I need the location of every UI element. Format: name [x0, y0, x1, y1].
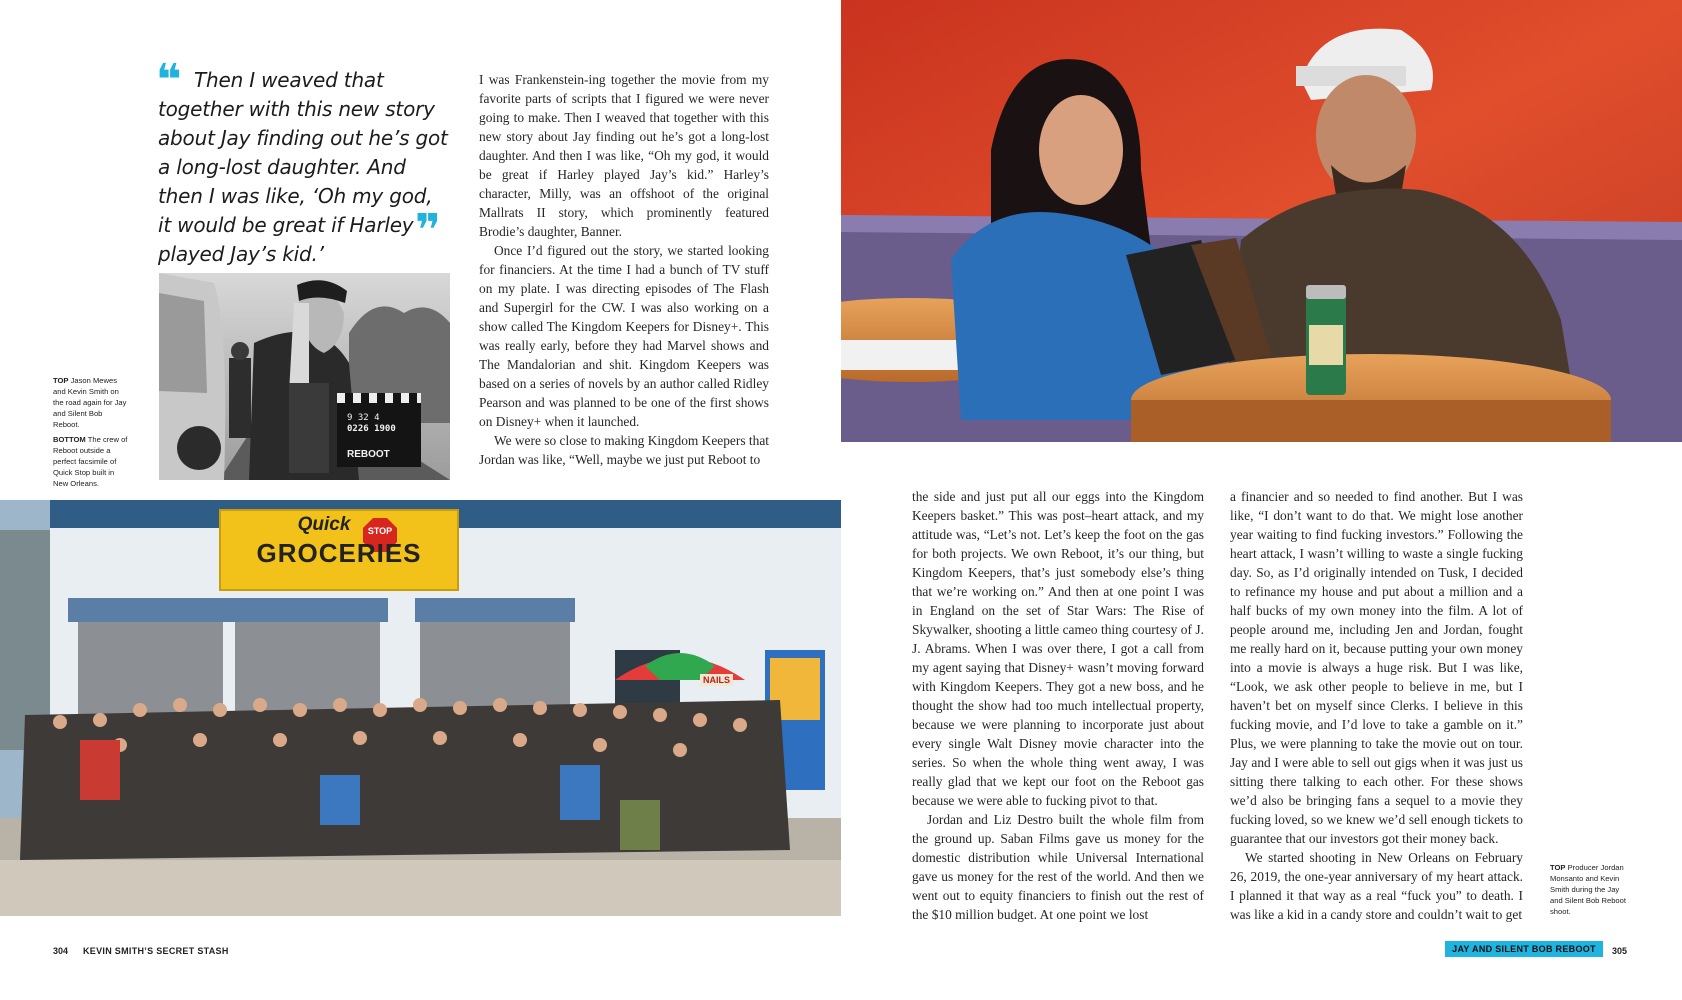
- page-number-left: 304: [53, 946, 69, 956]
- running-title-left: KEVIN SMITH’S SECRET STASH: [83, 946, 229, 956]
- caption-top-label: TOP: [53, 376, 69, 385]
- caption-top-text: Producer Jordan Monsanto and Kevin Smith during the Jay and Silent Bob Reboot shoot.: [1550, 863, 1626, 916]
- paragraph: I was Frankenstein-ing together the movie from my favorite parts of scripts that I figured we were never going to make. Then I weaved that together with this new story about Jay finding out he’s got a long-lost daughter. And then I was like, “Oh my god, it would be great if Harley played Jay’s kid.” Harley’s character, Milly, was an offshoot of the original Mallrats II story, which prominently featured Brodie’s daughter, Banner.: [479, 72, 769, 239]
- sign-nails: NAILS: [700, 674, 733, 686]
- body-column-a: [479, 70, 769, 469]
- body-column-b: [912, 487, 1204, 924]
- clapperboard-line-1: 9 32 4: [347, 413, 380, 423]
- paragraph: Jordan and Liz Destro built the whole film from the ground up. Saban Films gave us money for the domestic distribution while Universal International gave us money for the rest of the world. And then we went out to equity financiers to finish out the rest of the $10 million budget. At one point we lost: [912, 812, 1204, 922]
- paragraph: We were so close to making Kingdom Keepers that Jordan was like, “Well, maybe we just put Reboot to: [479, 433, 769, 467]
- caption-bottom-label: BOTTOM: [53, 435, 86, 444]
- color-photo-illustration: [841, 0, 1682, 442]
- pull-quote: [156, 55, 450, 269]
- caption-bottom-text: The crew of Reboot outside a perfect facsimile of Quick Stop built in New Orleans.: [53, 435, 128, 488]
- caption-right: [1550, 862, 1628, 917]
- photo-jordan-kevin: [841, 0, 1682, 442]
- caption-left: [53, 375, 131, 489]
- page-number-right: 305: [1612, 946, 1628, 956]
- body-column-c: [1230, 487, 1523, 924]
- photo-jay-silent-bob-road: [159, 273, 450, 480]
- clapperboard-title: REBOOT: [347, 449, 390, 460]
- sign-stop: STOP: [367, 526, 393, 536]
- open-quote-mark-icon: ❝: [156, 55, 182, 106]
- photo-crew-quick-stop: [0, 500, 841, 916]
- paragraph: We started shooting in New Orleans on February 26, 2019, the one-year anniversary of my heart attack. I planned it that way as a real “fuck you” to death. I was like a kid in a candy store and couldn’t wait to get: [1230, 850, 1523, 922]
- paragraph: the side and just put all our eggs into the Kingdom Keepers basket.” This was post–heart attack, and my attitude was, “Let’s not. Let’s keep the foot on the gas for both projects. We own Reboot, it’s our thing, but Kingdom Keepers, that’s just somebody else’s thing that we’re working on.” And then at one point I was in England on the set of Star Wars: The Rise of Skywalker, shooting a little cameo thing courtesy of J. J. Abrams. When I was over there, I got a call from my agent saying that Disney+ wasn’t moving forward with Kingdom Keepers. They got a new boss, and he thought the show had too much intellectual property, because we were planning to incorporate just about every single Walt Disney movie character into the series. So when the whole thing went away, I was really glad that we kept our foot on the Reboot gas because we were able to fucking pivot to that.: [912, 489, 1204, 808]
- sign-groceries: GROCERIES: [256, 538, 422, 568]
- caption-top-text: Jason Mewes and Kevin Smith on the road again for Jay and Silent Bob Reboot.: [53, 376, 127, 429]
- caption-top-label: TOP: [1550, 863, 1566, 872]
- paragraph: Once I’d figured out the story, we started looking for financiers. At the time I had a bunch of TV stuff on my plate. I was directing episodes of The Flash and Supergirl for the CW. I was also working on a show called The Kingdom Keepers for Disney+. This was really early, before they had Marvel shows and The Mandalorian and shit. Kingdom Keepers was based on a series of novels by an author called Ridley Pearson and was planned to be one of the first shows on Disney+ when it launched.: [479, 243, 769, 429]
- pull-quote-text: Then I weaved that together with this new story about Jay finding out he’s got a long-lost daughter. And then I was like, ‘Oh my god, it would be great if Harley played Jay’s kid.’: [158, 68, 448, 266]
- clapperboard-line-2: 0226 1900: [347, 424, 396, 434]
- paragraph: a financier and so needed to find another. But I was like, “I don’t want to do that. We might lose another year waiting to find fucking investors.” Following the heart attack, I wasn’t willing to waste a single fucking day. So, as I’d originally intended on Tusk, I decided to refinance my house and put about a million and a half bucks of my own money into the film. A lot of people around me, including Jen and Jordan, fought me really hard on it, because putting your own money into a movie is always a huge risk. But I was like, “Look, we ask other people to believe in me, but I haven’t bet on myself since Clerks. I believe in this fucking movie, and I’d love to take a gamble on it.” Plus, we were planning to take the movie out on tour. Jay and I were able to sell out gigs when it was just us sitting there talking to each other. For these shows we’d also be bringing fans a sequel to a movie they fucking loved, so we knew we’d sell enough tickets to guarantee that our investors got their money back.: [1230, 489, 1523, 846]
- close-quote-mark-icon: ❞: [415, 205, 441, 256]
- section-tag: JAY AND SILENT BOB REBOOT: [1445, 941, 1603, 957]
- sign-quick: Quick: [297, 514, 351, 535]
